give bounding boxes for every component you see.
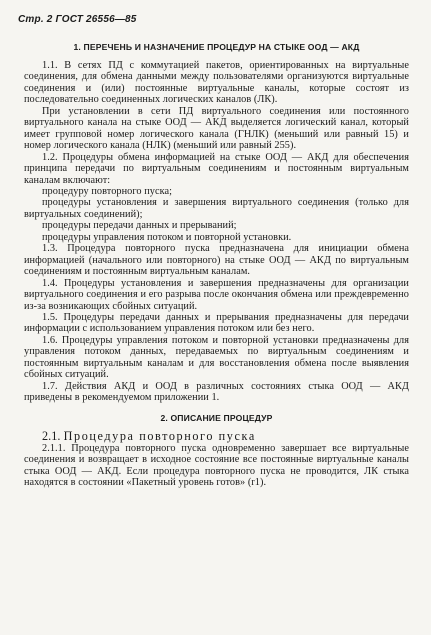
paragraph: 1.1. В сетях ПД с коммутацией пакетов, ориентированных на виртуальные соединения, для обмена данными между пользователями организуются виртуальные соединения и (или) постоянные виртуальные каналы, которые состоят из последовательно соединенных логических каналов (ЛК). — [24, 60, 409, 106]
paragraph: 1.3. Процедура повторного пуска предназначена для инициации обмена информацией (начального или повторного) на стыке ООД — АКД по виртуальным соединениям и постоянным виртуальным каналам. — [24, 243, 409, 278]
section-2-title: 2. ОПИСАНИЕ ПРОЦЕДУР — [160, 412, 273, 423]
paragraph: 1.4. Процедуры установления и завершения предназначены для организации виртуального соединения и его разрыва после окончания обмена или преждевременно из-за возникающих сбойных ситуаций. — [24, 277, 409, 312]
paragraph: 1.6. Процедуры управления потоком и повторной установки предназначены для управления потоком данных, передаваемых по виртуальным соединениям и постоянным виртуальным каналам и для восстановления обмена после выявления сбойных ситуаций. — [24, 334, 409, 381]
list-item: процедуры передачи данных и прерываний; — [42, 220, 237, 232]
paragraph: При установлении в сети ПД виртуального соединения или постоянного виртуального канала на стыке ООД — АКД выделяется логический канал, который имеет групповой номер логического канала (ГНЛК) (меньший или равный 15) и номер логического канала (НЛК) (меньший или равный 255). — [24, 105, 409, 152]
paragraph: 1.2. Процедуры обмена информацией на стыке ООД — АКД для обеспечения принципа передачи по виртуальным соединениям и постоянным виртуальным каналам включают: — [24, 151, 409, 186]
section-1-body — [24, 60, 409, 404]
paragraph: 1.5. Процедуры передачи данных и прерывания предназначены для передачи информации с использованием управления потоком или без него. — [24, 311, 409, 335]
list-item: процедуру повторного пуска; — [42, 185, 173, 197]
subsection-heading — [24, 430, 409, 443]
section-1-title: 1. ПЕРЕЧЕНЬ И НАЗНАЧЕНИЕ ПРОЦЕДУР НА СТЫКЕ ООД — АКД — [73, 42, 360, 52]
list-item: процедуры управления потоком и повторной установки. — [42, 231, 292, 243]
list-item: процедуры установления и завершения виртуального соединения (только для виртуальных соединений); — [24, 197, 409, 220]
paragraph: 1.7. Действия АКД и ООД в различных состояниях стыка ООД — АКД приведены в рекомендуемом приложении 1. — [24, 380, 409, 404]
subsection-title: Процедура повторного пуска — [63, 428, 256, 443]
section-2-body — [24, 430, 409, 489]
page-header: Стр. 2 ГОСТ 26556—85 — [18, 14, 137, 25]
paragraph: 2.1.1. Процедура повторного пуска одновременно завершает все виртуальные соединения и возвращает в исходное состояние все постоянные виртуальные каналы стыка ООД — АКД. Если процедура повторного пуска не проводится, ЛК стыка находятся в состоянии «Пакетный уровень готов» (r1). — [24, 442, 409, 488]
subsection-number: 2.1. — [42, 428, 61, 443]
